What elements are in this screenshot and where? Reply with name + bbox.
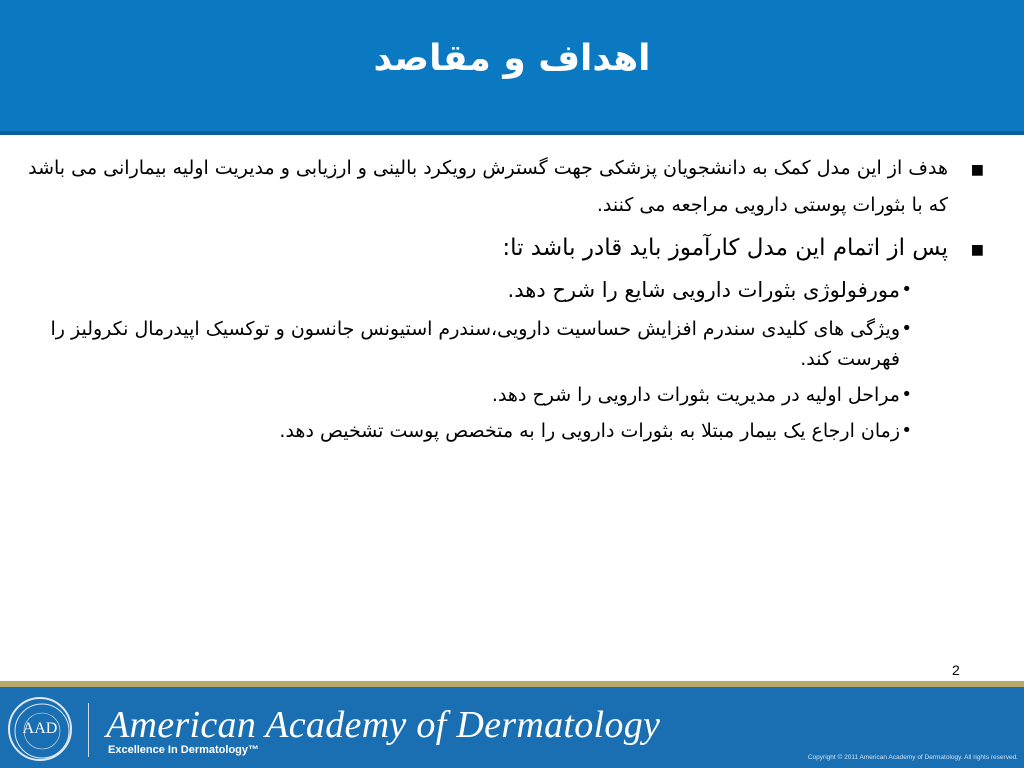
bullet-text: پس از اتمام این مدل کارآموز باید قادر باشد تا: — [502, 235, 948, 261]
copyright-notice: Copyright © 2011 American Academy of Dermatology. All rights reserved. — [807, 754, 1018, 761]
sub-bullet-item — [24, 416, 996, 446]
sub-bullet-text: مراحل اولیه در مدیریت بثورات دارویی را شرح دهد. — [491, 384, 900, 406]
dot-bullet-icon: • — [901, 384, 912, 405]
seal-text: AAD — [22, 720, 58, 737]
square-bullet-icon: ■ — [970, 162, 984, 178]
sub-bullet-text: مورفولوژی بثورات دارویی شایع را شرح دهد. — [507, 278, 900, 302]
sub-bullet-item — [24, 380, 996, 410]
slide-title: اهداف و مقاصد — [373, 38, 651, 79]
slide-footer — [0, 681, 1024, 768]
sub-bullet-item — [24, 272, 996, 308]
bullet-item — [24, 150, 996, 224]
slide-header — [0, 0, 1024, 135]
organization-name: American Academy of Dermatology — [106, 704, 661, 746]
bullet-item — [24, 232, 996, 264]
footer-divider — [88, 703, 89, 757]
sub-bullet-item — [24, 314, 996, 374]
page-number: 2 — [952, 662, 960, 678]
dot-bullet-icon: • — [901, 279, 912, 300]
square-bullet-icon: ■ — [970, 242, 984, 258]
aad-seal-logo — [8, 697, 72, 761]
organization-tagline: Excellence In Dermatology™ — [108, 744, 259, 756]
dot-bullet-icon: • — [901, 420, 912, 441]
sub-bullet-text: زمان ارجاع یک بیمار مبتلا به بثورات دارویی را به متخصص پوست تشخیص دهد. — [279, 420, 900, 442]
sub-bullet-text: ویژگی های کلیدی سندرم افزایش حساسیت دارویی،سندرم استیونس جانسون و توکسیک اپیدرمال نکرولیز را فهرست کند. — [50, 318, 900, 370]
dot-bullet-icon: • — [901, 318, 912, 339]
bullet-text: هدف از این مدل کمک به دانشجویان پزشکی جهت گسترش رویکرد بالینی و ارزیابی و مدیریت اولیه بیمارانی می باشد که با بثورات پوستی دارویی مراجعه می کنند. — [28, 157, 948, 216]
slide-content — [24, 150, 996, 452]
